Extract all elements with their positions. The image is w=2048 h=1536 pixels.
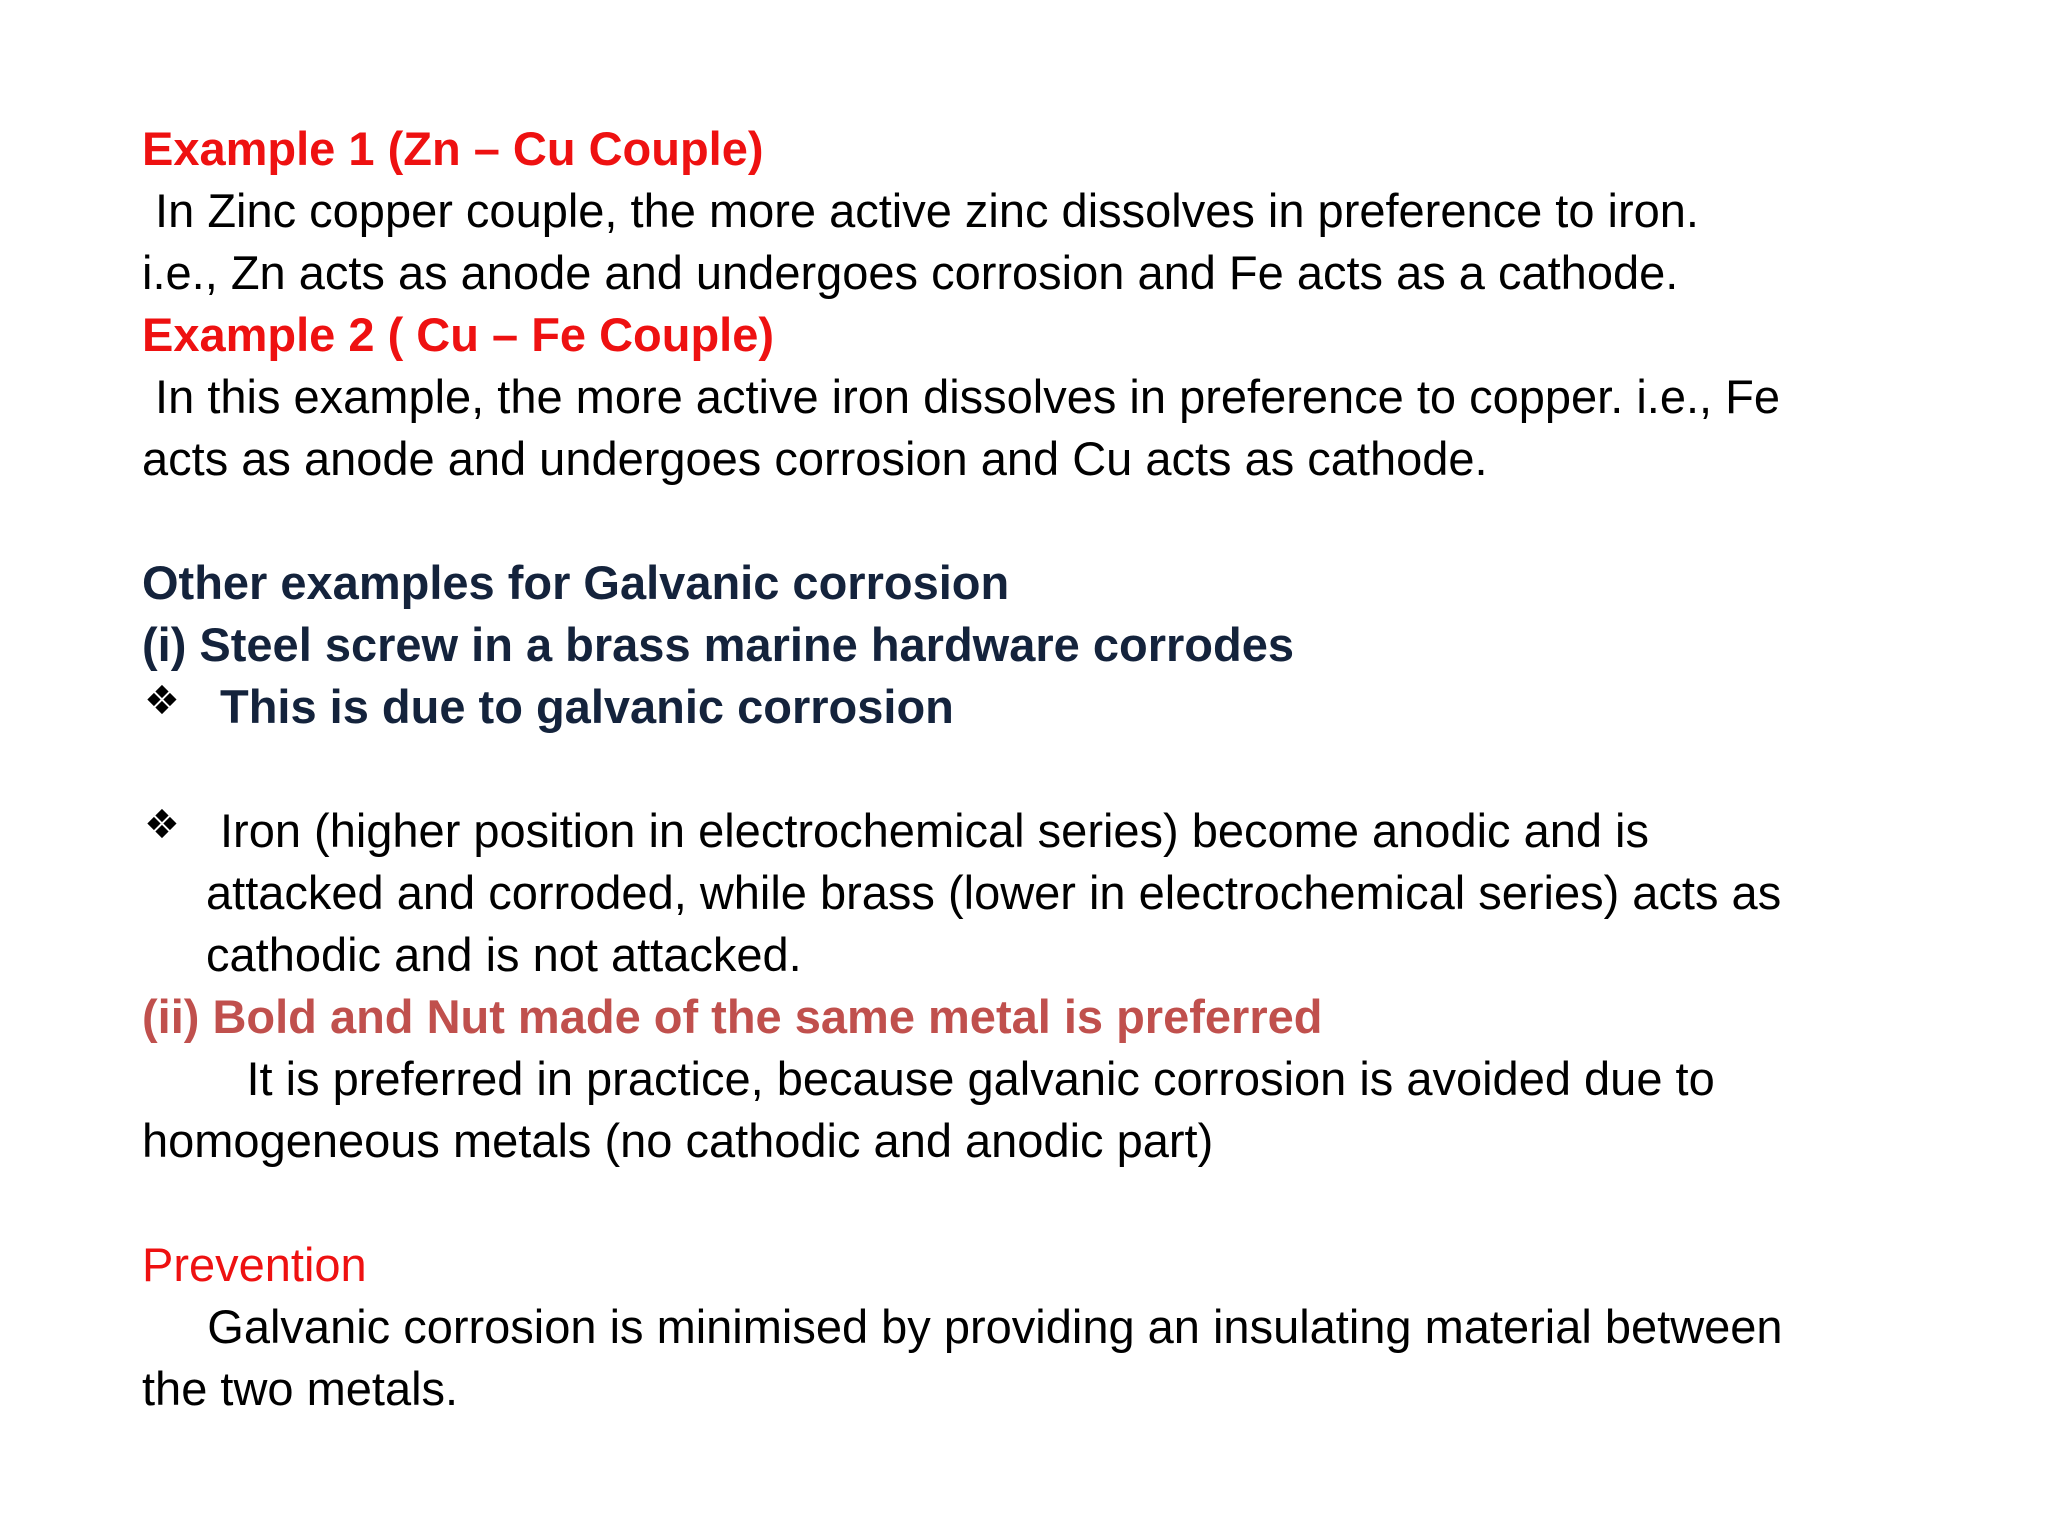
bullet2-line2: attacked and corroded, while brass (lower in electrochemical series) acts as xyxy=(206,866,1782,919)
item2-heading: (ii) Bold and Nut made of the same metal is preferred xyxy=(142,990,1323,1043)
example1-line2: i.e., Zn acts as anode and undergoes corrosion and Fe acts as a cathode. xyxy=(142,246,1679,299)
spacer xyxy=(142,738,1942,800)
bullet1-text: This is due to galvanic corrosion xyxy=(220,680,954,733)
item2-line1: It is preferred in practice, because galvanic corrosion is avoided due to xyxy=(142,1052,1715,1105)
prevention-heading: Prevention xyxy=(142,1238,367,1291)
example2-line2: acts as anode and undergoes corrosion and Cu acts as cathode. xyxy=(142,432,1488,485)
example1-line1: In Zinc copper couple, the more active zinc dissolves in preference to iron. xyxy=(142,184,1699,237)
example1-heading: Example 1 (Zn – Cu Couple) xyxy=(142,122,764,175)
item2-line2: homogeneous metals (no cathodic and anodic part) xyxy=(142,1114,1214,1167)
diamond-quad-bullet-icon: ❖ xyxy=(144,678,180,724)
prevention-line2: the two metals. xyxy=(142,1362,459,1415)
slide-content xyxy=(142,118,1942,1420)
other-examples-heading: Other examples for Galvanic corrosion xyxy=(142,556,1010,609)
prevention-line1: Galvanic corrosion is minimised by providing an insulating material between xyxy=(142,1300,1783,1353)
bullet-item-iron xyxy=(142,800,1942,862)
example2-heading: Example 2 ( Cu – Fe Couple) xyxy=(142,308,775,361)
bullet2-line1: Iron (higher position in electrochemical series) become anodic and is xyxy=(220,804,1650,857)
spacer xyxy=(142,1172,1942,1234)
diamond-quad-bullet-icon: ❖ xyxy=(144,802,180,848)
item1-heading: (i) Steel screw in a brass marine hardware corrodes xyxy=(142,618,1294,671)
example2-line1: In this example, the more active iron dissolves in preference to copper. i.e., Fe xyxy=(142,370,1780,423)
spacer xyxy=(142,490,1942,552)
bullet-item-galvanic xyxy=(142,676,1942,738)
bullet2-line3: cathodic and is not attacked. xyxy=(206,928,802,981)
